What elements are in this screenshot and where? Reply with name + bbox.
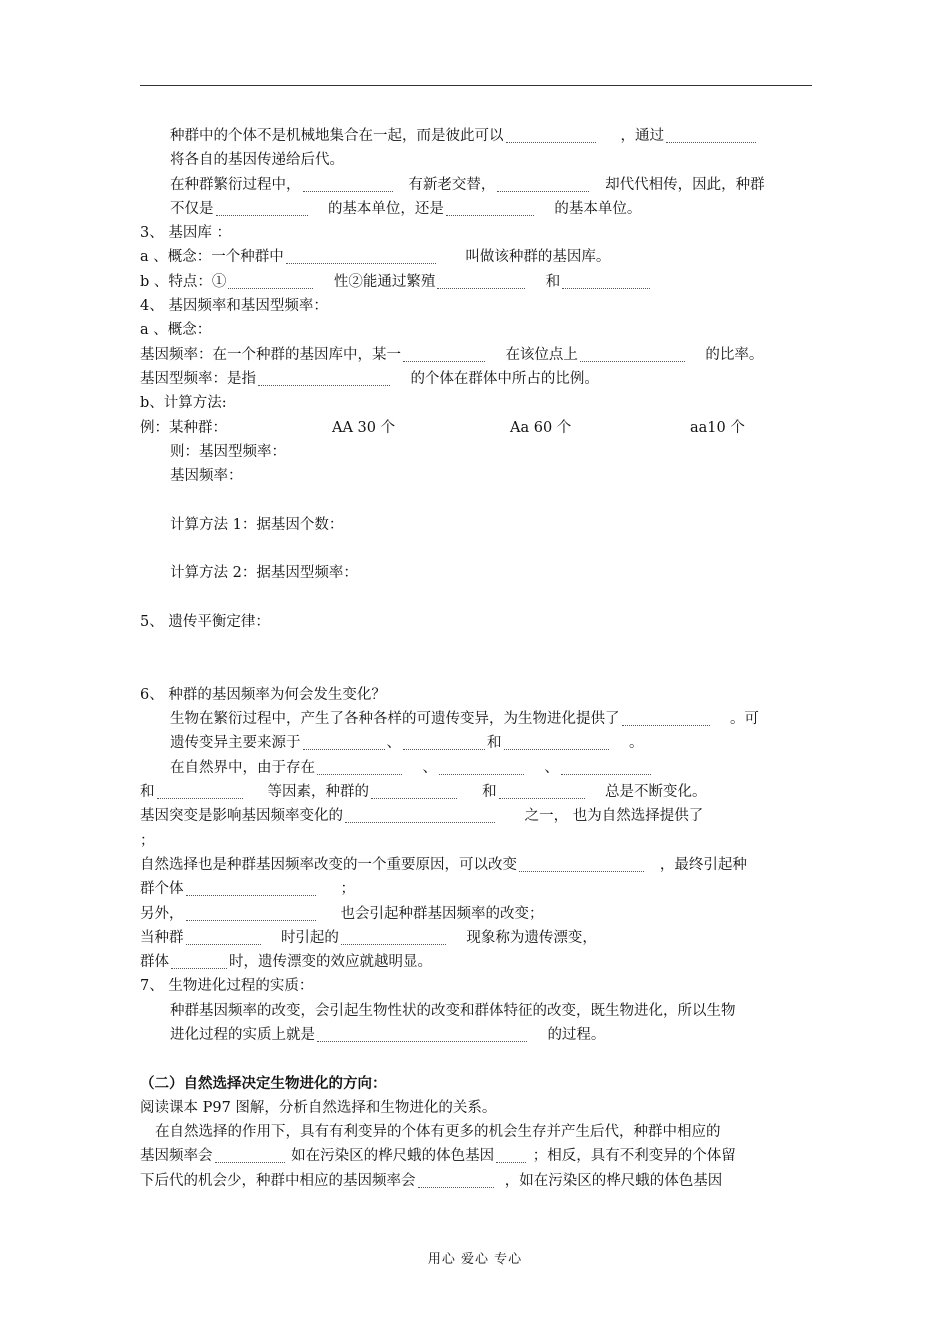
text: 的过程。 bbox=[547, 1026, 606, 1043]
fill-blank[interactable] bbox=[418, 1173, 494, 1188]
text: 的基本单位，还是 bbox=[327, 200, 444, 217]
text: 也会引起种群基因频率的改变； bbox=[340, 905, 544, 922]
blank-space bbox=[140, 537, 815, 561]
fill-blank[interactable] bbox=[561, 760, 651, 775]
text: 在种群繁衍过程中， bbox=[170, 176, 301, 193]
text-line bbox=[140, 1023, 815, 1047]
blank-space bbox=[140, 659, 815, 683]
fill-blank[interactable] bbox=[215, 1148, 285, 1163]
text: Aa 60 个 bbox=[510, 419, 572, 436]
text: 下后代的机会少，种群中相应的基因频率会 bbox=[140, 1172, 416, 1189]
text: 的基本单位。 bbox=[554, 200, 642, 217]
blank-space bbox=[140, 634, 815, 658]
text: 。可 bbox=[729, 711, 759, 728]
text-line bbox=[140, 367, 815, 391]
blank-space bbox=[140, 586, 815, 610]
fill-blank[interactable] bbox=[519, 857, 644, 872]
text-line bbox=[140, 707, 815, 731]
text-line bbox=[140, 416, 815, 440]
section-heading bbox=[140, 221, 815, 245]
text: 之一， 也为自然选择提供了 bbox=[524, 808, 704, 825]
fill-blank[interactable] bbox=[666, 128, 756, 143]
text: 、 bbox=[544, 759, 559, 776]
text: 遗传变异主要来源于 bbox=[170, 735, 301, 752]
text: 和 bbox=[140, 784, 155, 801]
text: aa10 个 bbox=[690, 419, 745, 436]
fill-blank[interactable] bbox=[186, 930, 261, 945]
fill-blank[interactable] bbox=[171, 954, 227, 969]
text-line bbox=[140, 1169, 815, 1193]
text: 时，遗传漂变的效应就越明显。 bbox=[229, 954, 432, 971]
text-line bbox=[140, 270, 815, 294]
text: 。 bbox=[628, 735, 644, 752]
text: 和 bbox=[482, 784, 497, 801]
text: 基因频率： bbox=[170, 468, 243, 485]
header-rule bbox=[140, 85, 812, 86]
fill-blank[interactable] bbox=[622, 711, 710, 726]
fill-blank[interactable] bbox=[506, 128, 596, 143]
text: 种群中的个体不是机械地集合在一起，而是彼此可以 bbox=[170, 128, 504, 144]
text: 群个体 bbox=[140, 881, 184, 898]
text-line bbox=[140, 877, 815, 901]
fill-blank[interactable] bbox=[303, 177, 393, 192]
fill-blank[interactable] bbox=[317, 1027, 527, 1042]
text: 叫做该种群的基因库。 bbox=[465, 249, 611, 266]
text-line bbox=[140, 829, 815, 853]
text-line bbox=[140, 197, 815, 221]
text: 将各自的基因传递给后代。 bbox=[170, 152, 344, 169]
text: 、 bbox=[422, 759, 437, 776]
fill-blank[interactable] bbox=[157, 784, 243, 799]
text-line bbox=[140, 245, 815, 269]
blank-space bbox=[140, 488, 815, 512]
text: 另外， bbox=[140, 905, 184, 922]
text: 和 bbox=[545, 273, 561, 290]
text: a 、概念： bbox=[140, 322, 212, 339]
text-line bbox=[140, 464, 815, 488]
text: b 、特点：① bbox=[140, 273, 227, 290]
fill-blank[interactable] bbox=[228, 274, 313, 289]
text: 计算方法 2：据基因型频率： bbox=[170, 565, 358, 582]
text-line bbox=[140, 440, 815, 464]
text-line bbox=[140, 950, 815, 974]
section-heading bbox=[140, 683, 815, 707]
fill-blank[interactable] bbox=[439, 760, 524, 775]
fill-blank[interactable] bbox=[303, 735, 385, 750]
text: AA 30 个 bbox=[332, 419, 396, 436]
fill-blank[interactable] bbox=[403, 347, 485, 362]
text: 生物在繁衍过程中，产生了各种各样的可遗传变异，为生物进化提供了 bbox=[170, 711, 620, 728]
fill-blank[interactable] bbox=[186, 881, 316, 896]
document-body bbox=[140, 124, 815, 1193]
text: 群体 bbox=[140, 954, 169, 971]
text: ； bbox=[340, 881, 356, 898]
text: 阅读课本 P97 图解，分析自然选择和生物进化的关系。 bbox=[140, 1099, 497, 1116]
fill-blank[interactable] bbox=[286, 249, 436, 264]
text: 性②能通过繁殖 bbox=[333, 273, 436, 290]
fill-blank[interactable] bbox=[437, 274, 525, 289]
text-line bbox=[140, 391, 815, 415]
text-line bbox=[140, 148, 815, 172]
text: ，如在污染区的桦尺蛾的体色基因 bbox=[504, 1172, 723, 1189]
section-heading bbox=[140, 294, 815, 318]
text: （二）自然选择决定生物进化的方向： bbox=[140, 1074, 387, 1092]
fill-blank[interactable] bbox=[562, 274, 650, 289]
text: ，通过 bbox=[620, 128, 665, 144]
text: 时引起的 bbox=[280, 929, 339, 946]
text: 计算方法 1：据基因个数： bbox=[170, 516, 344, 533]
text: 在自然界中，由于存在 bbox=[170, 759, 315, 776]
text-line bbox=[140, 756, 815, 780]
text-line bbox=[140, 1096, 815, 1120]
fill-blank[interactable] bbox=[497, 177, 589, 192]
fill-blank[interactable] bbox=[403, 735, 485, 750]
text: ，最终引起种 bbox=[659, 856, 747, 873]
text-line bbox=[140, 318, 815, 342]
text-line bbox=[140, 853, 815, 877]
fill-blank[interactable] bbox=[499, 784, 585, 799]
text-line bbox=[140, 804, 815, 828]
text: 7、 生物进化过程的实质： bbox=[140, 978, 314, 995]
text-line bbox=[140, 561, 815, 585]
text: 等因素，种群的 bbox=[267, 784, 370, 801]
text: b、计算方法: bbox=[140, 395, 227, 412]
text: 3、 基因库 ： bbox=[140, 225, 231, 242]
text-line bbox=[140, 780, 815, 804]
fill-blank[interactable] bbox=[504, 735, 609, 750]
fill-blank[interactable] bbox=[258, 371, 390, 386]
text: 基因频率：在一个种群的基因库中，某一 bbox=[140, 346, 401, 363]
text: 如在污染区的桦尺蛾的体色基因 bbox=[291, 1148, 495, 1165]
text: ； bbox=[140, 832, 155, 849]
text: 基因突变是影响基因频率变化的 bbox=[140, 808, 343, 825]
fill-blank[interactable] bbox=[317, 760, 402, 775]
text: 则：基因型频率： bbox=[170, 443, 286, 460]
text: 有新老交替， bbox=[408, 176, 496, 193]
text: a 、概念：一个种群中 bbox=[140, 249, 284, 266]
text: 和 bbox=[487, 735, 502, 752]
text: 的比率。 bbox=[705, 346, 764, 363]
text: 却代代相传，因此，种群 bbox=[605, 176, 765, 193]
text: 基因型频率：是指 bbox=[140, 370, 256, 387]
text-line bbox=[140, 731, 815, 755]
text: 、 bbox=[386, 735, 401, 752]
fill-blank[interactable] bbox=[496, 1148, 526, 1163]
page-footer: 用心 爱心 专心 bbox=[427, 1252, 523, 1267]
section-heading bbox=[140, 974, 815, 998]
text-line bbox=[140, 513, 815, 537]
text-line bbox=[140, 902, 815, 926]
text: 自然选择也是种群基因频率改变的一个重要原因，可以改变 bbox=[140, 856, 517, 873]
text: 当种群 bbox=[140, 929, 184, 946]
text: 种群基因频率的改变，会引起生物性状的改变和群体特征的改变，既生物进化，所以生物 bbox=[170, 1002, 736, 1019]
text: 4、 基因频率和基因型频率： bbox=[140, 298, 328, 315]
text: 基因频率会 bbox=[140, 1148, 213, 1165]
text-line bbox=[140, 124, 815, 148]
text: ；相反，具有不利变异的个体留 bbox=[532, 1148, 736, 1165]
text: 6、 种群的基因频率为何会发生变化？ bbox=[140, 686, 386, 703]
text: 例：某种群： bbox=[140, 419, 227, 436]
text: 的个体在群体中所占的比例。 bbox=[410, 370, 599, 387]
text-line bbox=[140, 173, 815, 197]
fill-blank[interactable] bbox=[341, 930, 446, 945]
text-line bbox=[140, 1120, 815, 1144]
text: 进化过程的实质上就是 bbox=[170, 1026, 315, 1043]
section-heading bbox=[140, 1072, 815, 1096]
text: 5、 遗传平衡定律： bbox=[140, 613, 270, 630]
text: 不仅是 bbox=[170, 200, 214, 217]
fill-blank[interactable] bbox=[345, 808, 495, 823]
text-line bbox=[140, 1144, 815, 1168]
text: 在该位点上 bbox=[505, 346, 578, 363]
blank-space bbox=[140, 1047, 815, 1071]
fill-blank[interactable] bbox=[371, 784, 457, 799]
text-line bbox=[140, 343, 815, 367]
text: 在自然选择的作用下，具有有利变异的个体有更多的机会生存并产生后代，种群中相应的 bbox=[155, 1124, 721, 1141]
text: 总是不断变化。 bbox=[605, 784, 707, 801]
fill-blank[interactable] bbox=[186, 906, 316, 921]
text-line bbox=[140, 999, 815, 1023]
fill-blank[interactable] bbox=[580, 347, 685, 362]
fill-blank[interactable] bbox=[446, 201, 534, 216]
text: 现象称为遗传漂变， bbox=[466, 929, 597, 946]
fill-blank[interactable] bbox=[216, 201, 308, 216]
text-line bbox=[140, 926, 815, 950]
section-heading bbox=[140, 610, 815, 634]
